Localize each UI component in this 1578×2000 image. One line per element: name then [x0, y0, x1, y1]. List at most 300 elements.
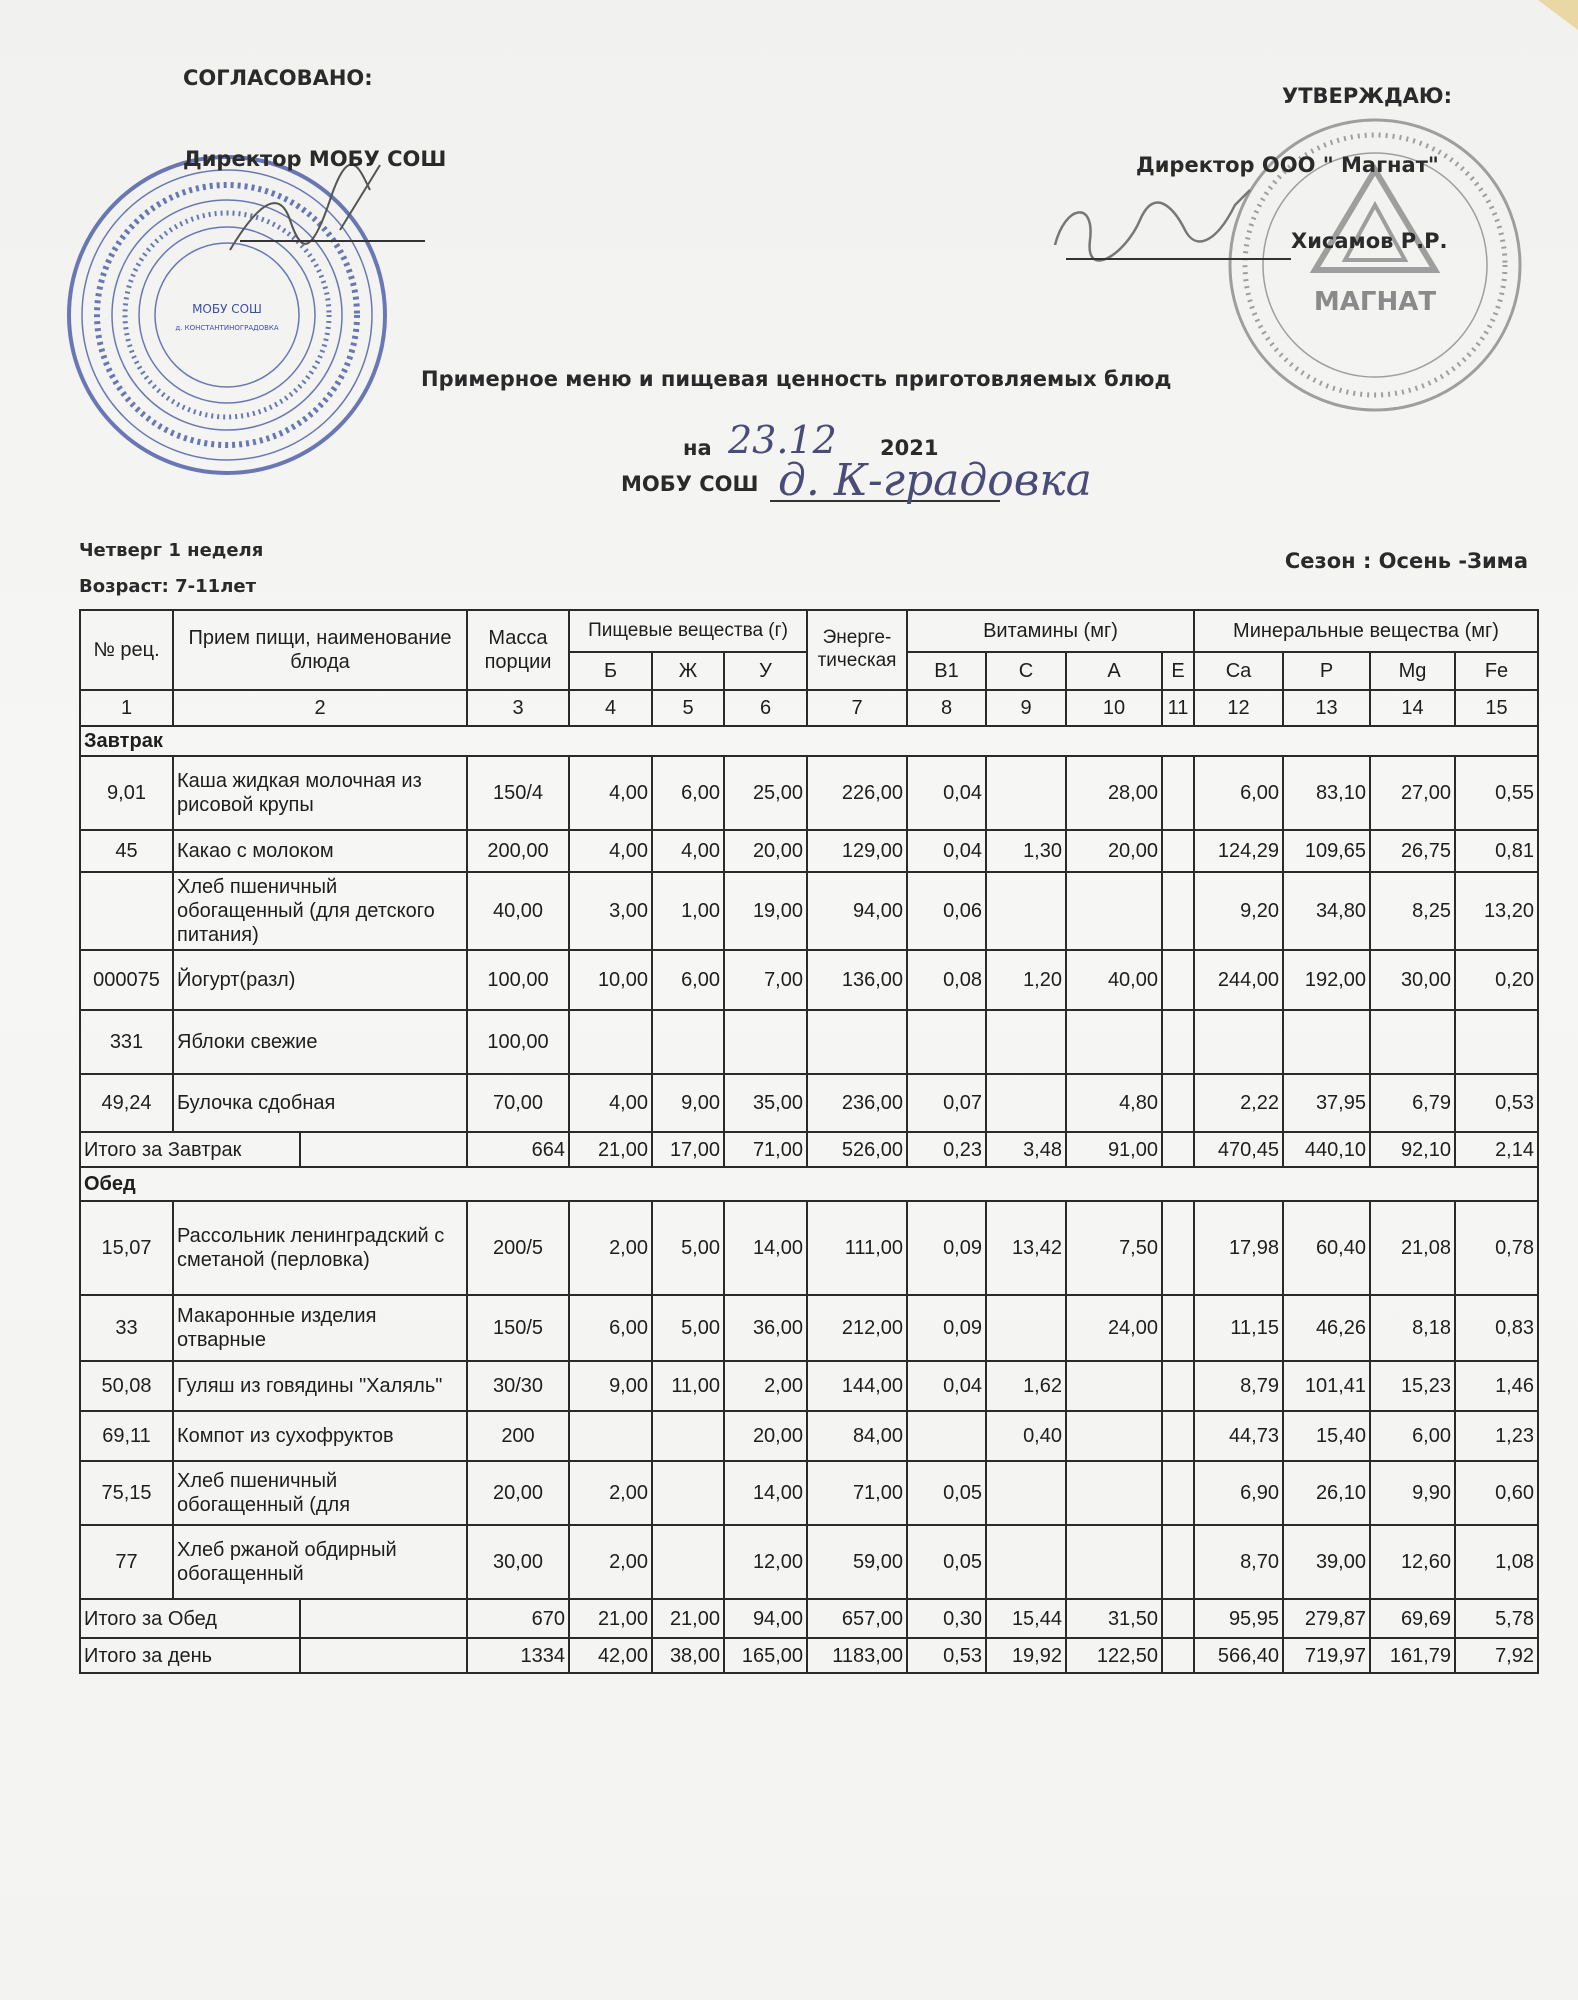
portion-mass: 150/5	[467, 1295, 569, 1361]
portion-mass: 200/5	[467, 1201, 569, 1295]
column-number: 9	[986, 690, 1066, 726]
value-cell	[1162, 1361, 1194, 1411]
total-cell	[1162, 1638, 1194, 1673]
value-cell: 2,00	[569, 1461, 652, 1525]
value-cell: 12,00	[724, 1525, 807, 1599]
value-cell: 0,04	[907, 756, 986, 830]
value-cell: 0,08	[907, 950, 986, 1010]
value-cell: 4,00	[569, 756, 652, 830]
value-cell: 15,40	[1283, 1411, 1370, 1461]
table-row	[80, 950, 1538, 1010]
value-cell: 1,08	[1455, 1525, 1538, 1599]
value-cell	[652, 1010, 724, 1074]
value-cell: 2,00	[724, 1361, 807, 1411]
value-cell: 136,00	[807, 950, 907, 1010]
header-minerals: Минеральные вещества (мг)	[1194, 610, 1538, 652]
value-cell: 4,00	[652, 830, 724, 872]
value-cell: 226,00	[807, 756, 907, 830]
total-cell: 657,00	[807, 1599, 907, 1638]
header-mg-column: Mg	[1370, 652, 1455, 690]
recipe-number: 50,08	[80, 1361, 173, 1411]
column-number: 12	[1194, 690, 1283, 726]
value-cell	[907, 1411, 986, 1461]
right-signature-line	[1066, 258, 1291, 260]
value-cell: 5,00	[652, 1201, 724, 1295]
total-cell: 7,92	[1455, 1638, 1538, 1673]
total-cell: 1183,00	[807, 1638, 907, 1673]
school-prefix: МОБУ СОШ	[621, 472, 759, 496]
total-label	[80, 1132, 467, 1167]
value-cell: 14,00	[724, 1201, 807, 1295]
total-cell: 279,87	[1283, 1599, 1370, 1638]
recipe-number	[80, 872, 173, 950]
value-cell: 40,00	[1066, 950, 1162, 1010]
value-cell: 71,00	[807, 1461, 907, 1525]
portion-mass: 20,00	[467, 1461, 569, 1525]
dish-name: Йогурт(разл)	[173, 950, 467, 1010]
value-cell: 0,06	[907, 872, 986, 950]
value-cell: 3,00	[569, 872, 652, 950]
table-row	[80, 1525, 1538, 1599]
value-cell: 0,40	[986, 1411, 1066, 1461]
portion-mass: 200,00	[467, 830, 569, 872]
column-number: 3	[467, 690, 569, 726]
value-cell: 46,26	[1283, 1295, 1370, 1361]
total-label-text: Итого за Обед	[84, 1607, 217, 1630]
column-number: 5	[652, 690, 724, 726]
value-cell	[1066, 1361, 1162, 1411]
svg-text:МАГНАТ: МАГНАТ	[1313, 287, 1437, 317]
dish-name: Какао с молоком	[173, 830, 467, 872]
agreed-heading: СОГЛАСОВАНО:	[183, 66, 373, 90]
value-cell: 6,00	[569, 1295, 652, 1361]
dish-name: Гуляш из говядины "Халяль"	[173, 1361, 467, 1411]
date-prefix: на	[683, 436, 712, 460]
value-cell: 236,00	[807, 1074, 907, 1132]
value-cell	[1162, 1010, 1194, 1074]
header-energy: Энерге-тическая	[807, 610, 907, 690]
table-row	[80, 830, 1538, 872]
total-label-divider	[299, 1600, 301, 1637]
table-row	[80, 1010, 1538, 1074]
value-cell: 0,78	[1455, 1201, 1538, 1295]
total-cell: 165,00	[724, 1638, 807, 1673]
value-cell	[569, 1411, 652, 1461]
section-title: Завтрак	[80, 726, 1538, 756]
value-cell: 37,95	[1283, 1074, 1370, 1132]
total-label	[80, 1599, 467, 1638]
value-cell: 8,79	[1194, 1361, 1283, 1411]
value-cell: 13,20	[1455, 872, 1538, 950]
value-cell: 0,60	[1455, 1461, 1538, 1525]
value-cell: 60,40	[1283, 1201, 1370, 1295]
recipe-number: 000075	[80, 950, 173, 1010]
value-cell: 6,00	[652, 756, 724, 830]
age-label: Возраст: 7-11лет	[79, 576, 257, 597]
value-cell	[986, 1525, 1066, 1599]
header-ж-column: Ж	[652, 652, 724, 690]
value-cell: 15,23	[1370, 1361, 1455, 1411]
header-e-column: E	[1162, 652, 1194, 690]
total-label-text: Итого за день	[84, 1644, 213, 1667]
value-cell: 0,05	[907, 1525, 986, 1599]
dish-name: Макаронные изделия отварные	[173, 1295, 467, 1361]
value-cell	[724, 1010, 807, 1074]
column-number: 15	[1455, 690, 1538, 726]
value-cell: 8,70	[1194, 1525, 1283, 1599]
total-row	[80, 1132, 1538, 1167]
total-row	[80, 1638, 1538, 1673]
value-cell: 1,20	[986, 950, 1066, 1010]
value-cell: 28,00	[1066, 756, 1162, 830]
value-cell: 26,75	[1370, 830, 1455, 872]
value-cell	[1162, 950, 1194, 1010]
dish-name: Хлеб ржаной обдирный обогащенный	[173, 1525, 467, 1599]
header-dish-name: Прием пищи, наименование блюда	[173, 610, 467, 690]
value-cell: 2,00	[569, 1201, 652, 1295]
value-cell	[652, 1461, 724, 1525]
page-corner	[1538, 0, 1578, 30]
value-cell: 1,00	[652, 872, 724, 950]
value-cell	[1162, 1074, 1194, 1132]
value-cell: 144,00	[807, 1361, 907, 1411]
total-row	[80, 1599, 1538, 1638]
recipe-number: 331	[80, 1010, 173, 1074]
recipe-number: 49,24	[80, 1074, 173, 1132]
value-cell: 27,00	[1370, 756, 1455, 830]
left-director-position: Директор МОБУ СОШ	[183, 147, 447, 171]
table-row	[80, 872, 1538, 950]
total-cell: 719,97	[1283, 1638, 1370, 1673]
header-b1-column: B1	[907, 652, 986, 690]
value-cell	[986, 1074, 1066, 1132]
value-cell: 84,00	[807, 1411, 907, 1461]
value-cell: 17,98	[1194, 1201, 1283, 1295]
column-number: 2	[173, 690, 467, 726]
recipe-number: 9,01	[80, 756, 173, 830]
portion-mass: 30/30	[467, 1361, 569, 1411]
total-cell: 0,53	[907, 1638, 986, 1673]
value-cell	[1162, 1411, 1194, 1461]
dish-name: Яблоки свежие	[173, 1010, 467, 1074]
total-cell: 71,00	[724, 1132, 807, 1167]
value-cell: 7,00	[724, 950, 807, 1010]
section-header-row	[80, 1167, 1538, 1201]
total-cell: 69,69	[1370, 1599, 1455, 1638]
value-cell: 59,00	[807, 1525, 907, 1599]
dish-name: Хлеб пшеничный обогащенный (для детского питания)	[173, 872, 467, 950]
portion-mass: 100,00	[467, 1010, 569, 1074]
svg-text:МОБУ СОШ: МОБУ СОШ	[192, 302, 262, 316]
total-cell: 21,00	[569, 1132, 652, 1167]
value-cell	[986, 756, 1066, 830]
total-cell	[1162, 1599, 1194, 1638]
column-number: 1	[80, 690, 173, 726]
value-cell: 34,80	[1283, 872, 1370, 950]
total-cell: 91,00	[1066, 1132, 1162, 1167]
table-row	[80, 1201, 1538, 1295]
value-cell	[1162, 830, 1194, 872]
total-cell: 3,48	[986, 1132, 1066, 1167]
value-cell: 20,00	[1066, 830, 1162, 872]
total-cell: 1334	[467, 1638, 569, 1673]
dish-name: Рассольник ленинградский с сметаной (перловка)	[173, 1201, 467, 1295]
value-cell	[907, 1010, 986, 1074]
handwritten-school: д. К-градовка	[778, 455, 1092, 506]
value-cell: 11,15	[1194, 1295, 1283, 1361]
table-row	[80, 1411, 1538, 1461]
portion-mass: 200	[467, 1411, 569, 1461]
header-fe-column: Fe	[1455, 652, 1538, 690]
column-number: 6	[724, 690, 807, 726]
value-cell: 192,00	[1283, 950, 1370, 1010]
value-cell: 9,20	[1194, 872, 1283, 950]
value-cell: 9,90	[1370, 1461, 1455, 1525]
value-cell	[1162, 872, 1194, 950]
value-cell: 8,18	[1370, 1295, 1455, 1361]
value-cell: 36,00	[724, 1295, 807, 1361]
total-cell: 2,14	[1455, 1132, 1538, 1167]
value-cell: 9,00	[652, 1074, 724, 1132]
recipe-number: 15,07	[80, 1201, 173, 1295]
total-cell: 94,00	[724, 1599, 807, 1638]
total-cell: 566,40	[1194, 1638, 1283, 1673]
value-cell	[652, 1411, 724, 1461]
header-nutrients: Пищевые вещества (г)	[569, 610, 807, 652]
total-cell: 526,00	[807, 1132, 907, 1167]
table-row	[80, 1074, 1538, 1132]
value-cell: 212,00	[807, 1295, 907, 1361]
table-row	[80, 1461, 1538, 1525]
svg-text:д. КОНСТАНТИНОГРАДОВКА: д. КОНСТАНТИНОГРАДОВКА	[175, 324, 279, 332]
value-cell	[1162, 1525, 1194, 1599]
value-cell	[569, 1010, 652, 1074]
column-number: 11	[1162, 690, 1194, 726]
value-cell: 26,10	[1283, 1461, 1370, 1525]
value-cell: 6,00	[1370, 1411, 1455, 1461]
value-cell	[652, 1525, 724, 1599]
handwritten-date: 23.12	[728, 418, 837, 462]
total-label-divider	[299, 1639, 301, 1672]
value-cell: 7,50	[1066, 1201, 1162, 1295]
value-cell	[1455, 1010, 1538, 1074]
portion-mass: 30,00	[467, 1525, 569, 1599]
value-cell: 94,00	[807, 872, 907, 950]
left-signature	[220, 160, 400, 270]
header-ca-column: Ca	[1194, 652, 1283, 690]
portion-mass: 150/4	[467, 756, 569, 830]
value-cell: 0,53	[1455, 1074, 1538, 1132]
value-cell: 1,62	[986, 1361, 1066, 1411]
value-cell	[1066, 872, 1162, 950]
section-header-row	[80, 726, 1538, 756]
value-cell: 0,09	[907, 1295, 986, 1361]
value-cell: 0,04	[907, 830, 986, 872]
day-label: Четверг 1 неделя	[79, 540, 264, 561]
total-cell: 470,45	[1194, 1132, 1283, 1167]
portion-mass: 40,00	[467, 872, 569, 950]
value-cell: 2,22	[1194, 1074, 1283, 1132]
value-cell	[986, 1461, 1066, 1525]
document-title: Примерное меню и пищевая ценность приготовляемых блюд	[421, 367, 1172, 391]
value-cell: 0,05	[907, 1461, 986, 1525]
value-cell: 0,55	[1455, 756, 1538, 830]
header-recipe-number: № рец.	[80, 610, 173, 690]
value-cell: 0,83	[1455, 1295, 1538, 1361]
total-cell: 122,50	[1066, 1638, 1162, 1673]
value-cell: 0,04	[907, 1361, 986, 1411]
total-cell: 0,30	[907, 1599, 986, 1638]
header-c-column: C	[986, 652, 1066, 690]
total-cell: 17,00	[652, 1132, 724, 1167]
value-cell: 6,00	[652, 950, 724, 1010]
total-cell: 15,44	[986, 1599, 1066, 1638]
recipe-number: 75,15	[80, 1461, 173, 1525]
recipe-number: 69,11	[80, 1411, 173, 1461]
value-cell	[1370, 1010, 1455, 1074]
value-cell	[1066, 1525, 1162, 1599]
value-cell: 24,00	[1066, 1295, 1162, 1361]
year: 2021	[880, 436, 939, 460]
header-vitamins: Витамины (мг)	[907, 610, 1194, 652]
value-cell: 35,00	[724, 1074, 807, 1132]
value-cell: 6,00	[1194, 756, 1283, 830]
value-cell: 124,29	[1194, 830, 1283, 872]
right-director-position: Директор ООО " Магнат"	[1136, 153, 1439, 177]
value-cell	[1162, 1295, 1194, 1361]
value-cell: 1,46	[1455, 1361, 1538, 1411]
value-cell: 14,00	[724, 1461, 807, 1525]
value-cell	[986, 1295, 1066, 1361]
value-cell: 12,60	[1370, 1525, 1455, 1599]
table-row	[80, 756, 1538, 830]
total-cell: 21,00	[569, 1599, 652, 1638]
value-cell: 30,00	[1370, 950, 1455, 1010]
value-cell: 83,10	[1283, 756, 1370, 830]
column-number: 4	[569, 690, 652, 726]
value-cell: 0,07	[907, 1074, 986, 1132]
value-cell: 101,41	[1283, 1361, 1370, 1411]
value-cell: 5,00	[652, 1295, 724, 1361]
total-cell	[1162, 1132, 1194, 1167]
value-cell: 8,25	[1370, 872, 1455, 950]
value-cell: 11,00	[652, 1361, 724, 1411]
value-cell	[1162, 1201, 1194, 1295]
table-row	[80, 1295, 1538, 1361]
value-cell: 44,73	[1194, 1411, 1283, 1461]
total-cell: 21,00	[652, 1599, 724, 1638]
total-cell: 31,50	[1066, 1599, 1162, 1638]
value-cell: 4,00	[569, 830, 652, 872]
value-cell: 19,00	[724, 872, 807, 950]
header-б-column: Б	[569, 652, 652, 690]
recipe-number: 33	[80, 1295, 173, 1361]
dish-name: Компот из сухофруктов	[173, 1411, 467, 1461]
value-cell: 111,00	[807, 1201, 907, 1295]
header-p-column: P	[1283, 652, 1370, 690]
value-cell: 244,00	[1194, 950, 1283, 1010]
recipe-number: 77	[80, 1525, 173, 1599]
value-cell: 6,79	[1370, 1074, 1455, 1132]
total-cell: 38,00	[652, 1638, 724, 1673]
total-cell: 0,23	[907, 1132, 986, 1167]
header-a-column: A	[1066, 652, 1162, 690]
column-number: 13	[1283, 690, 1370, 726]
total-label	[80, 1638, 467, 1673]
value-cell: 4,00	[569, 1074, 652, 1132]
portion-mass: 70,00	[467, 1074, 569, 1132]
total-cell: 92,10	[1370, 1132, 1455, 1167]
total-cell: 670	[467, 1599, 569, 1638]
portion-mass: 100,00	[467, 950, 569, 1010]
value-cell: 6,90	[1194, 1461, 1283, 1525]
total-cell: 19,92	[986, 1638, 1066, 1673]
left-signature-line	[240, 240, 425, 242]
dish-name: Хлеб пшеничный обогащенный (для	[173, 1461, 467, 1525]
total-label-text: Итого за Завтрак	[84, 1138, 242, 1161]
value-cell: 0,09	[907, 1201, 986, 1295]
recipe-number: 45	[80, 830, 173, 872]
total-cell: 42,00	[569, 1638, 652, 1673]
value-cell: 20,00	[724, 830, 807, 872]
value-cell: 0,81	[1455, 830, 1538, 872]
menu-table	[79, 609, 1539, 1674]
total-cell: 664	[467, 1132, 569, 1167]
value-cell	[1283, 1010, 1370, 1074]
value-cell: 0,20	[1455, 950, 1538, 1010]
column-number: 7	[807, 690, 907, 726]
dish-name: Булочка сдобная	[173, 1074, 467, 1132]
value-cell: 20,00	[724, 1411, 807, 1461]
value-cell	[1066, 1010, 1162, 1074]
total-cell: 440,10	[1283, 1132, 1370, 1167]
value-cell	[1162, 1461, 1194, 1525]
column-number: 10	[1066, 690, 1162, 726]
value-cell	[1066, 1411, 1162, 1461]
value-cell: 1,23	[1455, 1411, 1538, 1461]
value-cell: 4,80	[1066, 1074, 1162, 1132]
value-cell: 21,08	[1370, 1201, 1455, 1295]
approved-heading: УТВЕРЖДАЮ:	[1282, 84, 1452, 108]
value-cell: 10,00	[569, 950, 652, 1010]
total-label-divider	[299, 1133, 301, 1166]
value-cell	[1162, 756, 1194, 830]
value-cell: 2,00	[569, 1525, 652, 1599]
season-label: Сезон : Осень -Зима	[1284, 549, 1528, 573]
section-title: Обед	[80, 1167, 1538, 1201]
right-signature	[1045, 185, 1265, 275]
total-cell: 95,95	[1194, 1599, 1283, 1638]
column-number: 8	[907, 690, 986, 726]
total-cell: 161,79	[1370, 1638, 1455, 1673]
header-portion-mass: Масса порции	[467, 610, 569, 690]
header-у-column: У	[724, 652, 807, 690]
value-cell: 129,00	[807, 830, 907, 872]
value-cell	[1066, 1461, 1162, 1525]
total-cell: 5,78	[1455, 1599, 1538, 1638]
value-cell	[986, 872, 1066, 950]
value-cell: 13,42	[986, 1201, 1066, 1295]
column-number: 14	[1370, 690, 1455, 726]
value-cell: 25,00	[724, 756, 807, 830]
value-cell	[1194, 1010, 1283, 1074]
dish-name: Каша жидкая молочная из рисовой крупы	[173, 756, 467, 830]
table-row	[80, 1361, 1538, 1411]
right-director-name: Хисамов Р.Р.	[1291, 229, 1448, 253]
value-cell: 1,30	[986, 830, 1066, 872]
value-cell: 39,00	[1283, 1525, 1370, 1599]
value-cell	[986, 1010, 1066, 1074]
